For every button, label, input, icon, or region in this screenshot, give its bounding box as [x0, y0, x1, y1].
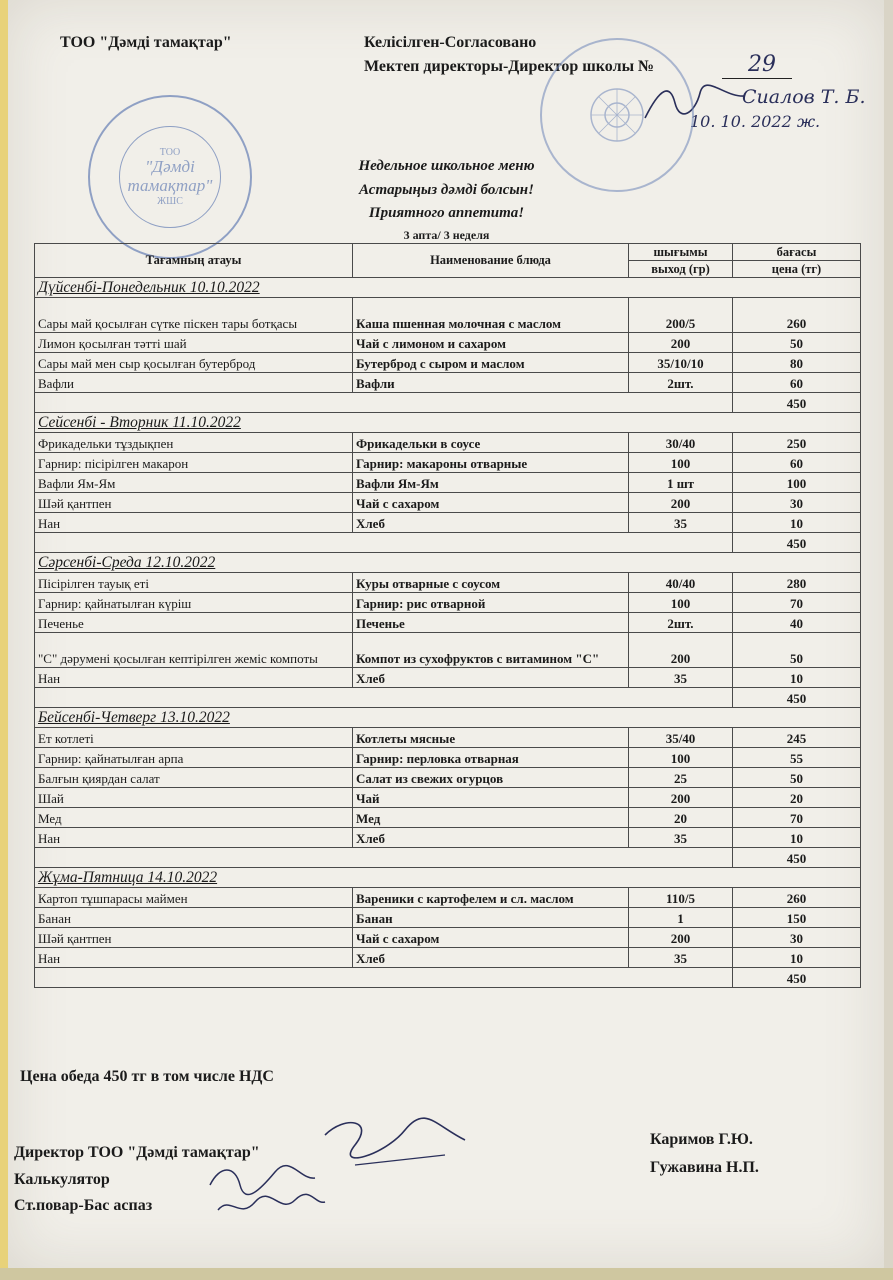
signer-name: Сиалов Т. Б. — [742, 86, 866, 108]
dish-kz: Нан — [35, 513, 353, 533]
menu-table — [34, 243, 861, 988]
dish-price: 40 — [733, 613, 861, 633]
dish-yield: 2шт. — [629, 373, 733, 393]
dish-price: 80 — [733, 353, 861, 373]
director-name: Каримов Г.Ю. — [650, 1131, 753, 1148]
stamp-name: "Дәмді тамақтар" — [127, 157, 213, 195]
dish-yield: 110/5 — [629, 888, 733, 908]
dish-ru: Чай с сахаром — [353, 928, 629, 948]
header-ru-name: Наименование блюда — [353, 244, 629, 278]
dish-kz: Нан — [35, 828, 353, 848]
approval-date: 10. 10. 2022 ж. — [690, 112, 821, 131]
dish-kz: Нан — [35, 948, 353, 968]
dish-ru: Бутерброд с сыром и маслом — [353, 353, 629, 373]
total-spacer — [35, 533, 733, 553]
dish-kz: Ет котлеті — [35, 728, 353, 748]
dish-ru: Котлеты мясные — [353, 728, 629, 748]
header-price-kz: бағасы — [733, 244, 861, 261]
dish-ru: Гарнир: перловка отварная — [353, 748, 629, 768]
dish-price: 10 — [733, 828, 861, 848]
company-name: ТОО "Дәмді тамақтар" — [60, 34, 232, 51]
agreed-label: Келісілген-Согласовано — [364, 34, 537, 51]
dish-kz: Фрикадельки тұздықпен — [35, 433, 353, 453]
day-total: 450 — [733, 968, 861, 988]
dish-ru: Хлеб — [353, 828, 629, 848]
menu-subtitle-kz: Астарыңыз дәмді болсын! — [359, 182, 534, 198]
header-kz-name: Тағамның атауы — [35, 244, 353, 278]
dish-yield: 200 — [629, 493, 733, 513]
dish-yield: 35/10/10 — [629, 353, 733, 373]
dish-kz: Нан — [35, 668, 353, 688]
dish-kz: Балғын қиярдан салат — [35, 768, 353, 788]
stamp-top-text: ТОО — [159, 147, 181, 159]
dish-ru: Салат из свежих огурцов — [353, 768, 629, 788]
dish-price: 10 — [733, 948, 861, 968]
calculator-name: Гужавина Н.П. — [650, 1159, 759, 1176]
dish-yield: 35 — [629, 668, 733, 688]
day-title: Сейсенбі - Вторник 11.10.2022 — [38, 414, 241, 431]
stamp-bottom-text: ЖШС — [157, 195, 183, 207]
dish-yield: 35 — [629, 513, 733, 533]
dish-price: 50 — [733, 633, 861, 668]
school-number: 29 — [748, 52, 776, 77]
dish-price: 280 — [733, 573, 861, 593]
dish-price: 245 — [733, 728, 861, 748]
dish-yield: 200 — [629, 633, 733, 668]
day-total: 450 — [733, 848, 861, 868]
dish-yield: 1 — [629, 908, 733, 928]
menu-subtitle-ru: Приятного аппетита! — [368, 205, 525, 221]
header-yield-ru: выход (гр) — [629, 261, 733, 278]
dish-ru: Банан — [353, 908, 629, 928]
dish-yield: 100 — [629, 593, 733, 613]
dish-kz: Картоп тұшпарасы маймен — [35, 888, 353, 908]
dish-yield: 1 шт — [629, 473, 733, 493]
dish-kz: Шәй қантпен — [35, 928, 353, 948]
dish-price: 150 — [733, 908, 861, 928]
director-label: Мектеп директоры-Директор школы № — [364, 58, 655, 75]
dish-yield: 200 — [629, 333, 733, 353]
dish-yield: 100 — [629, 453, 733, 473]
dish-ru: Чай — [353, 788, 629, 808]
dish-price: 20 — [733, 788, 861, 808]
header-yield-kz: шығымы — [629, 244, 733, 261]
dish-ru: Хлеб — [353, 948, 629, 968]
dish-kz: Гарнир: қайнатылған күріш — [35, 593, 353, 613]
dish-ru: Гарнир: макароны отварные — [353, 453, 629, 473]
dish-ru: Вафли Ям-Ям — [353, 473, 629, 493]
dish-kz: Сары май қосылған сүтке піскен тары ботқасы — [35, 298, 353, 333]
day-title: Бейсенбі-Четверг 13.10.2022 — [38, 709, 230, 726]
dish-price: 260 — [733, 888, 861, 908]
dish-kz: Вафли Ям-Ям — [35, 473, 353, 493]
dish-yield: 20 — [629, 808, 733, 828]
dish-ru: Чай с сахаром — [353, 493, 629, 513]
day-monday — [35, 278, 861, 413]
dish-kz: Мед — [35, 808, 353, 828]
dish-yield: 40/40 — [629, 573, 733, 593]
dish-ru: Гарнир: рис отварной — [353, 593, 629, 613]
dish-yield: 35 — [629, 948, 733, 968]
header-price-ru: цена (тг) — [733, 261, 861, 278]
dish-price: 260 — [733, 298, 861, 333]
day-friday — [35, 868, 861, 988]
dish-kz: Сары май мен сыр қосылған бутерброд — [35, 353, 353, 373]
dish-price: 10 — [733, 668, 861, 688]
dish-price: 30 — [733, 928, 861, 948]
dish-ru: Вареники с картофелем и сл. маслом — [353, 888, 629, 908]
dish-ru: Мед — [353, 808, 629, 828]
dish-yield: 200 — [629, 928, 733, 948]
dish-price: 70 — [733, 808, 861, 828]
chef-signature — [210, 1190, 330, 1225]
dish-yield: 35/40 — [629, 728, 733, 748]
dish-price: 250 — [733, 433, 861, 453]
total-spacer — [35, 688, 733, 708]
total-spacer — [35, 393, 733, 413]
director-label-footer: Директор ТОО "Дәмді тамақтар" — [14, 1144, 260, 1161]
day-title: Сәрсенбі-Среда 12.10.2022 — [38, 554, 216, 571]
dish-kz: Шай — [35, 788, 353, 808]
menu-title: Недельное школьное меню — [358, 158, 535, 174]
dish-kz: Вафли — [35, 373, 353, 393]
price-note: Цена обеда 450 тг в том числе НДС — [20, 1068, 274, 1085]
total-spacer — [35, 968, 733, 988]
dish-kz: Гарнир: қайнатылған арпа — [35, 748, 353, 768]
day-thursday — [35, 708, 861, 868]
dish-price: 30 — [733, 493, 861, 513]
dish-kz: Шәй қантпен — [35, 493, 353, 513]
dish-yield: 2шт. — [629, 613, 733, 633]
dish-price: 60 — [733, 453, 861, 473]
dish-price: 55 — [733, 748, 861, 768]
dish-price: 60 — [733, 373, 861, 393]
dish-yield: 30/40 — [629, 433, 733, 453]
dish-ru: Печенье — [353, 613, 629, 633]
dish-price: 50 — [733, 333, 861, 353]
calculator-label: Калькулятор — [14, 1171, 110, 1188]
emblem-icon — [587, 85, 647, 145]
dish-ru: Хлеб — [353, 513, 629, 533]
dish-yield: 200 — [629, 788, 733, 808]
dish-kz: Лимон қосылған тәтті шай — [35, 333, 353, 353]
week-label: 3 апта/ 3 неделя — [403, 228, 490, 242]
dish-yield: 200/5 — [629, 298, 733, 333]
dish-price: 50 — [733, 768, 861, 788]
day-title: Дүйсенбі-Понедельник 10.10.2022 — [38, 279, 260, 296]
dish-price: 70 — [733, 593, 861, 613]
dish-price: 10 — [733, 513, 861, 533]
day-total: 450 — [733, 533, 861, 553]
dish-kz: "С" дәрумені қосылған кептірілген жеміс компоты — [35, 633, 353, 668]
day-total: 450 — [733, 688, 861, 708]
chef-label: Ст.повар-Бас аспаз — [14, 1197, 153, 1214]
dish-ru: Компот из сухофруктов с витамином "С" — [353, 633, 629, 668]
day-wednesday — [35, 553, 861, 708]
dish-yield: 35 — [629, 828, 733, 848]
dish-kz: Банан — [35, 908, 353, 928]
dish-ru: Вафли — [353, 373, 629, 393]
dish-ru: Хлеб — [353, 668, 629, 688]
dish-ru: Чай с лимоном и сахаром — [353, 333, 629, 353]
dish-kz: Пісірілген тауық еті — [35, 573, 353, 593]
day-title: Жұма-Пятница 14.10.2022 — [38, 869, 218, 886]
dish-ru: Куры отварные с соусом — [353, 573, 629, 593]
dish-yield: 25 — [629, 768, 733, 788]
total-spacer — [35, 848, 733, 868]
page-edge-bottom — [0, 1268, 893, 1280]
dish-kz: Печенье — [35, 613, 353, 633]
day-tuesday — [35, 413, 861, 553]
dish-ru: Фрикадельки в соусе — [353, 433, 629, 453]
director-signature-footer — [315, 1115, 475, 1175]
dish-price: 100 — [733, 473, 861, 493]
dish-yield: 100 — [629, 748, 733, 768]
day-total: 450 — [733, 393, 861, 413]
dish-ru: Каша пшенная молочная с маслом — [353, 298, 629, 333]
dish-kz: Гарнир: пісірілген макарон — [35, 453, 353, 473]
